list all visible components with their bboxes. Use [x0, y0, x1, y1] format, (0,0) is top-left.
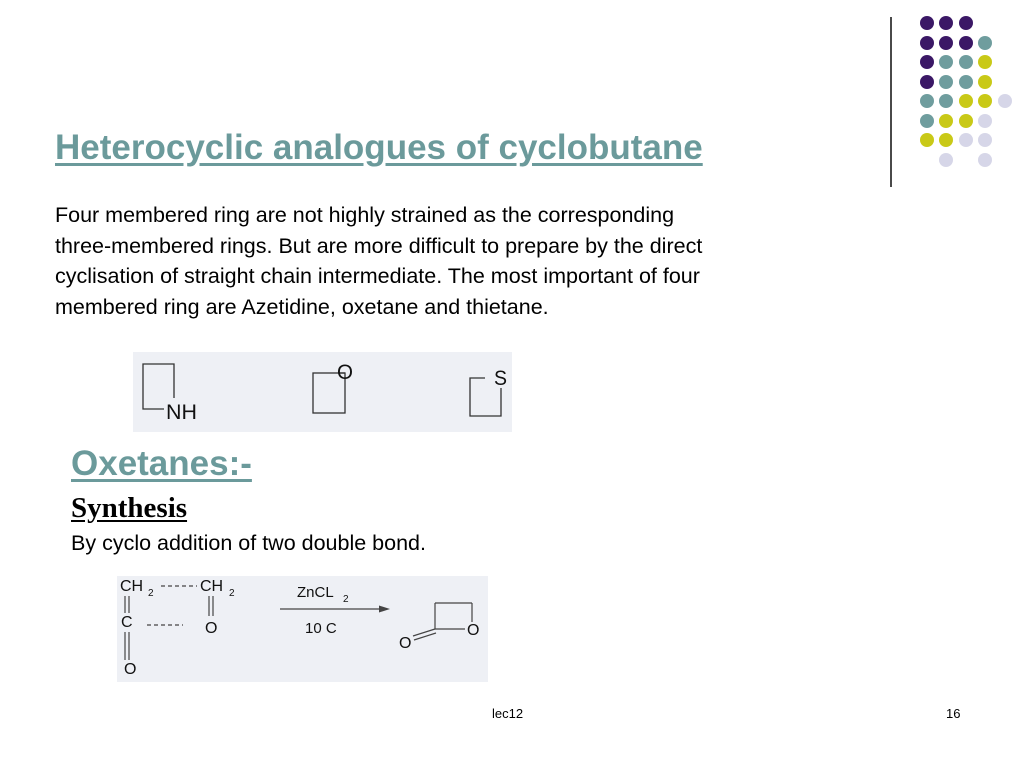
decorative-dot [920, 94, 934, 108]
body-line: three-membered rings. But are more difficult to prepare by the direct [55, 233, 703, 258]
decorative-dot [920, 16, 934, 30]
body-line: membered ring are Azetidine, oxetane and thietane. [55, 294, 549, 319]
decorative-dot [978, 153, 992, 167]
product-oxygen-ring: O [467, 622, 480, 639]
decorative-dot [939, 94, 953, 108]
reactant-oxygen-bottom: O [124, 661, 137, 678]
decorative-dot [920, 36, 934, 50]
body-line: cyclisation of straight chain intermediate. The most important of four [55, 264, 700, 288]
synthesis-description: By cyclo addition of two double bond. [71, 531, 426, 555]
decorative-dot [920, 55, 934, 69]
reactant-ch2-left: CH [120, 578, 144, 595]
decorative-dot [959, 94, 973, 108]
decorative-dot [920, 114, 934, 128]
oxetane-o-label: O [337, 361, 353, 384]
decorative-dot [939, 114, 953, 128]
reactant-carbon: C [121, 614, 133, 631]
synthesis-subtitle: Synthesis [71, 492, 188, 524]
reaction-scheme-panel [117, 576, 488, 682]
decorative-dot [939, 75, 953, 89]
header-divider-line [890, 17, 892, 187]
oxetane-synthesis-reaction-diagram [117, 576, 488, 682]
decorative-dot [978, 75, 992, 89]
decorative-dot [959, 114, 973, 128]
azetidine-nh-label: NH [166, 401, 197, 424]
decorative-dot [978, 114, 992, 128]
footer-lecture-label: lec12 [492, 706, 524, 721]
decorative-dot-grid [0, 0, 1024, 200]
reagent-subscript: 2 [343, 594, 349, 605]
decorative-dot [939, 133, 953, 147]
decorative-dot [959, 55, 973, 69]
decorative-dot [939, 36, 953, 50]
heterocycle-structures-panel [133, 352, 512, 432]
decorative-dot [959, 133, 973, 147]
reactant-ch2-left-subscript: 2 [148, 588, 154, 599]
reaction-condition: 10 C [305, 620, 337, 637]
reactant-oxygen-right: O [205, 620, 218, 637]
decorative-dot [998, 94, 1012, 108]
thietane-s-label: S [494, 367, 507, 390]
footer-page-number: 16 [946, 706, 961, 721]
product-oxygen-carbonyl: O [399, 635, 412, 652]
decorative-dot [978, 36, 992, 50]
slide-body-text [55, 200, 845, 322]
decorative-dot [978, 55, 992, 69]
decorative-dot [939, 55, 953, 69]
reactant-ch2-right: CH [200, 578, 224, 595]
decorative-dot [978, 94, 992, 108]
heterocycle-structures-diagram [133, 352, 512, 432]
decorative-dot [939, 16, 953, 30]
decorative-dot [959, 36, 973, 50]
slide-title: Heterocyclic analogues of cyclobutane [55, 128, 703, 167]
decorative-dot [959, 75, 973, 89]
reaction-arrow [280, 606, 390, 613]
section-title-oxetanes: Oxetanes:- [71, 444, 252, 483]
decorative-dot [920, 133, 934, 147]
body-line: Four membered ring are not highly strained as the corresponding [55, 203, 675, 227]
decorative-dot [939, 153, 953, 167]
reagent-zncl2: ZnCL [297, 584, 334, 601]
decorative-dot [959, 16, 973, 30]
decorative-dot [920, 75, 934, 89]
decorative-dot [978, 133, 992, 147]
reactant-ch2-right-subscript: 2 [229, 588, 235, 599]
